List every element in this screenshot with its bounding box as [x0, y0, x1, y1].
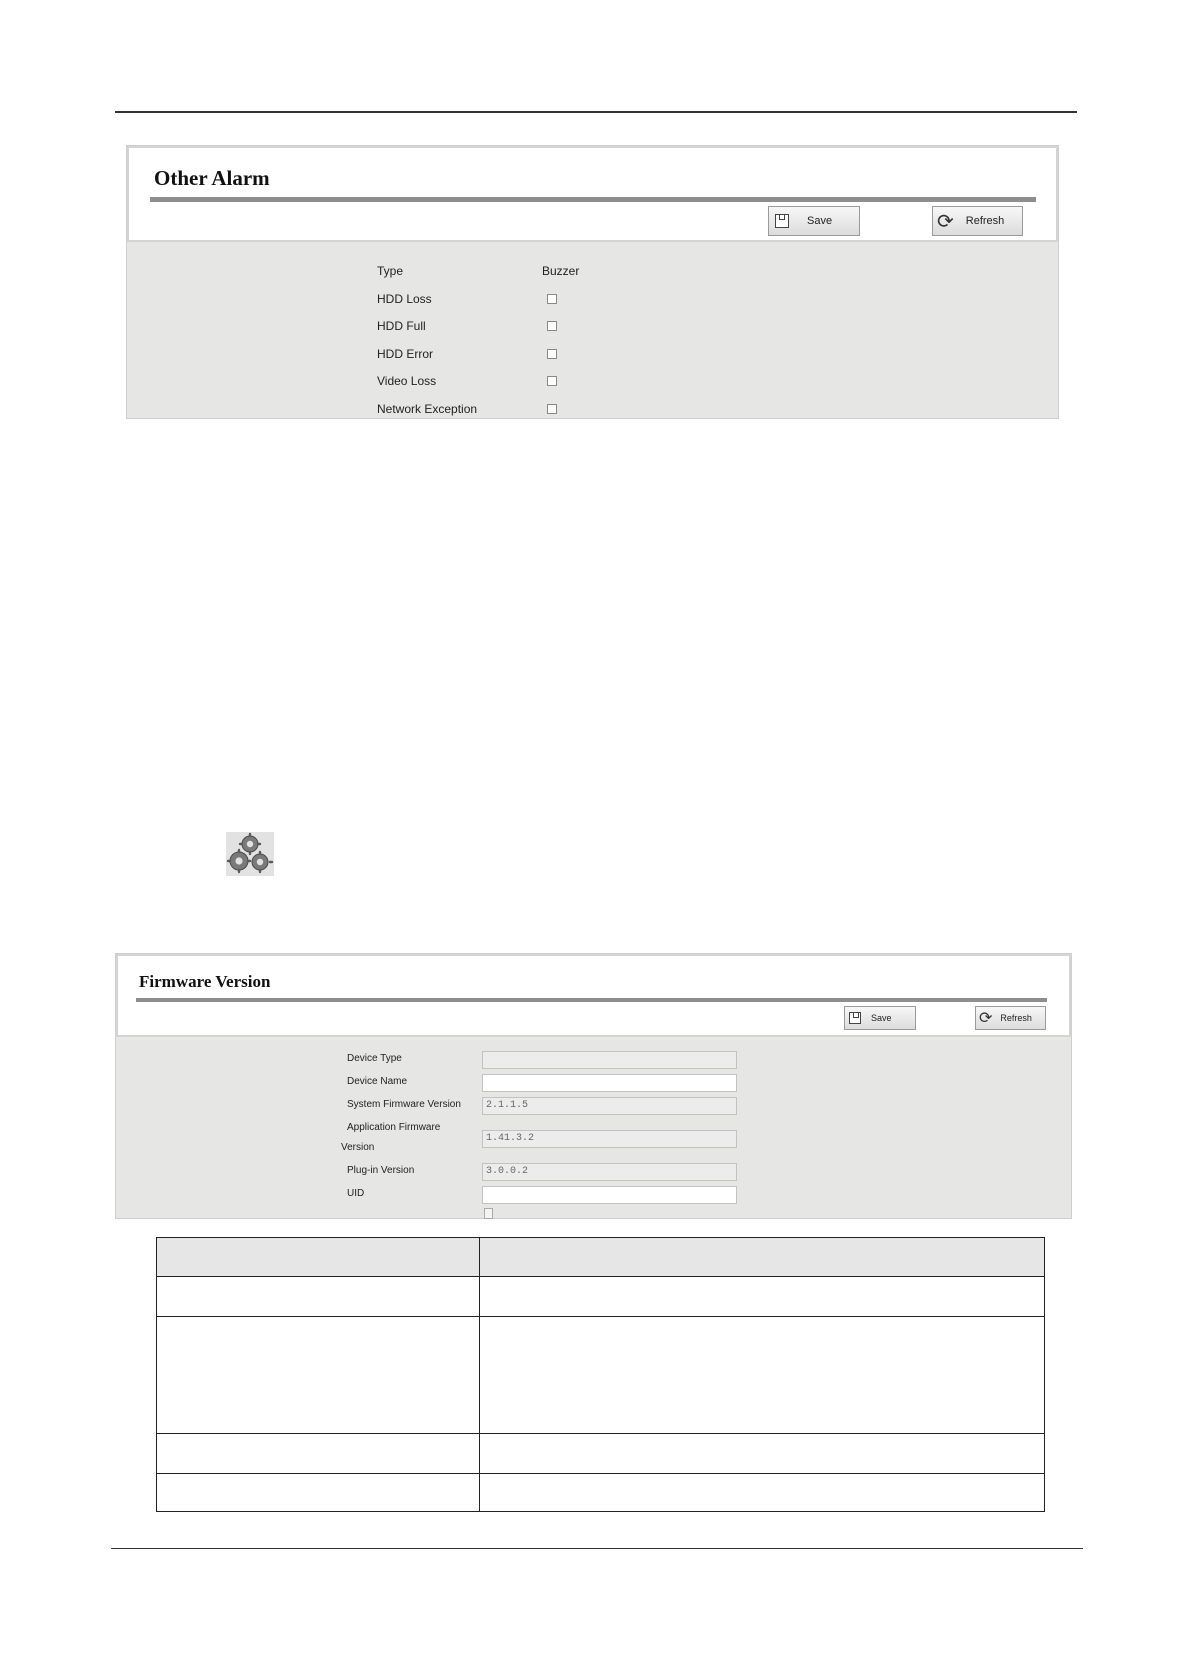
buzzer-checkbox-hdd-loss[interactable]: [547, 294, 557, 304]
firmware-version-panel: [115, 953, 1072, 1219]
device-name-label: Device Name: [347, 1076, 408, 1087]
plugin-version-field[interactable]: 3.0.0.2: [482, 1163, 737, 1181]
table-row: [157, 1474, 1045, 1512]
refresh-icon: ⟳: [979, 1008, 993, 1027]
column-header-type: Type: [377, 264, 404, 278]
save-button-label: Save: [807, 215, 833, 227]
alarm-type-video-loss: Video Loss: [377, 374, 437, 388]
page-header-rule: [115, 111, 1077, 113]
page-footer-rule: [111, 1548, 1083, 1549]
plugin-version-label: Plug-in Version: [347, 1165, 415, 1176]
refresh-button[interactable]: [932, 206, 1023, 236]
alarm-type-network-exception: Network Exception: [377, 402, 478, 416]
table-cell: [157, 1277, 480, 1317]
buzzer-checkbox-network-exception[interactable]: [547, 404, 557, 414]
table-cell: [157, 1474, 480, 1512]
firmware-version-title: Firmware Version: [139, 972, 271, 991]
application-firmware-version-field[interactable]: 1.41.3.2: [482, 1130, 737, 1148]
save-button-label: Save: [871, 1013, 892, 1023]
refresh-button[interactable]: [975, 1006, 1046, 1030]
table-cell: [480, 1474, 1045, 1512]
other-alarm-title: Other Alarm: [154, 166, 270, 190]
application-firmware-label-line2: Version: [341, 1142, 375, 1153]
parameter-table: [156, 1237, 1045, 1512]
alarm-type-hdd-loss: HDD Loss: [377, 292, 432, 306]
document-icon: [484, 1208, 493, 1219]
table-row: [157, 1434, 1045, 1474]
table-cell: [480, 1277, 1045, 1317]
alarm-type-hdd-error: HDD Error: [377, 347, 433, 361]
floppy-disk-icon: [775, 214, 789, 228]
title-underline: [150, 197, 1036, 202]
system-firmware-version-label: System Firmware Version: [347, 1099, 461, 1110]
refresh-icon: ⟳: [937, 209, 954, 233]
device-type-field[interactable]: [482, 1051, 737, 1069]
table-row: [157, 1277, 1045, 1317]
firmware-version-header: [116, 954, 1071, 1037]
table-cell: [480, 1317, 1045, 1434]
floppy-disk-icon: [849, 1012, 861, 1024]
system-firmware-version-field[interactable]: 2.1.1.5: [482, 1097, 737, 1115]
table-header-cell: [157, 1238, 480, 1277]
application-firmware-label-line1: Application Firmware: [347, 1122, 441, 1133]
other-alarm-panel: [126, 145, 1059, 419]
table-cell: [157, 1317, 480, 1434]
table-cell: [157, 1434, 480, 1474]
device-name-field[interactable]: [482, 1074, 737, 1092]
title-underline: [136, 998, 1047, 1002]
buzzer-checkbox-video-loss[interactable]: [547, 376, 557, 386]
save-button[interactable]: [844, 1006, 916, 1030]
buzzer-checkbox-hdd-full[interactable]: [547, 321, 557, 331]
gear-icon: [226, 832, 274, 876]
table-cell: [480, 1434, 1045, 1474]
refresh-button-label: Refresh: [1000, 1013, 1032, 1023]
buzzer-checkbox-hdd-error[interactable]: [547, 349, 557, 359]
alarm-type-hdd-full: HDD Full: [377, 319, 426, 333]
other-alarm-header: [127, 146, 1058, 242]
refresh-button-label: Refresh: [965, 215, 1005, 227]
uid-label: UID: [347, 1188, 365, 1199]
save-button[interactable]: [768, 206, 860, 236]
table-row: [157, 1317, 1045, 1434]
uid-field[interactable]: [482, 1186, 737, 1204]
column-header-buzzer: Buzzer: [542, 264, 580, 278]
device-type-label: Device Type: [347, 1053, 402, 1064]
table-header-row: [157, 1238, 1045, 1277]
table-header-cell: [480, 1238, 1045, 1277]
